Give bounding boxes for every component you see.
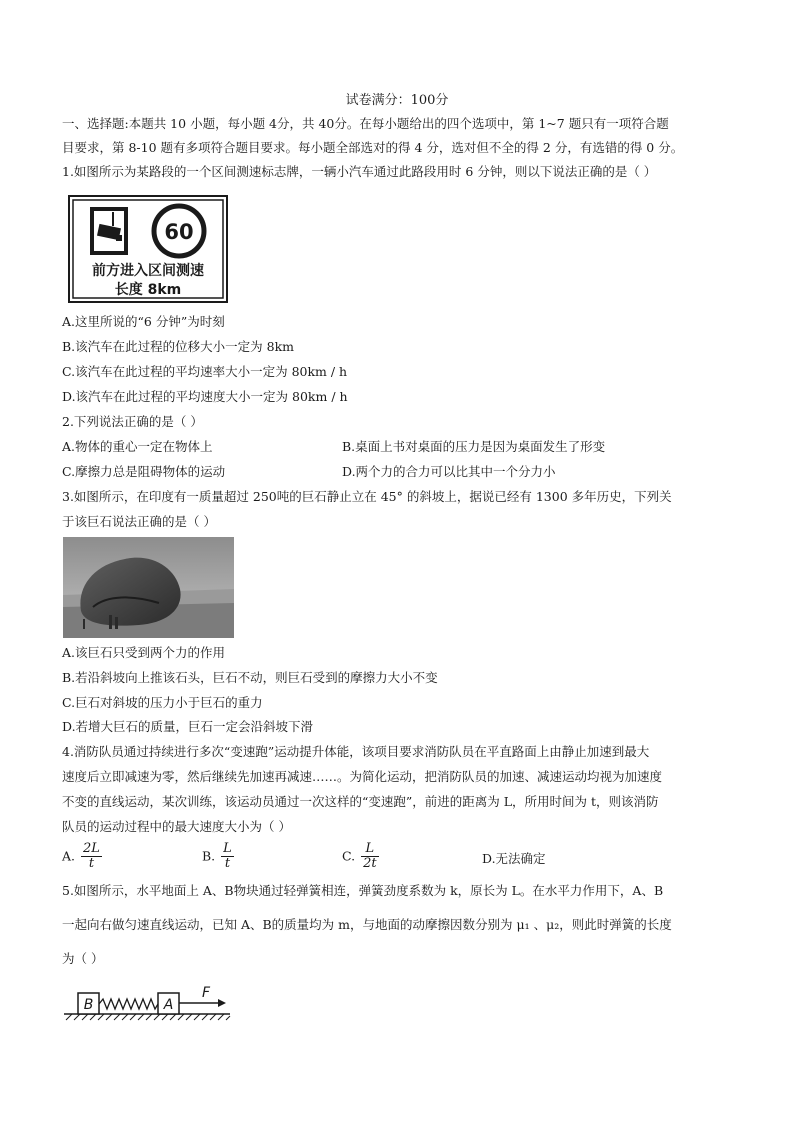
camera-icon [90,207,128,255]
q4-option-b-numerator: L [223,841,232,856]
sign-text-line-2: 长度 8km [114,282,182,298]
q3-stem-line-2: 于该巨石说法正确的是（ ） [62,514,216,529]
q4-option-c: C. $\frac{L}{2t}$ [342,841,377,872]
block-b [78,993,99,1014]
q4-option-b: B. $\frac{L}{t}$ [202,841,232,872]
q2-option-b: B.桌面上书对桌面的压力是因为桌面发生了形变 [342,439,606,454]
q3-stem-line-1: 3.如图所示，在印度有一质量超过 250吨的巨石静止立在 45° 的斜坡上，据说已经有 1300 多年历史，下列关 [62,489,672,504]
speed-limit-value: 60 [164,220,194,244]
q4-stem-line-2: 速度后立即减速为零，然后继续先加速再减速……。为简化运动，把消防队员的加速、减速运动均视为加速度 [62,769,663,784]
section-instructions-line-2: 目要求，第 8-10 题有多项符合题目要求。每小题全部选对的得 4 分，选对但不全的得 2 分，有选错的得 0 分。 [62,140,684,155]
block-a [158,993,179,1014]
sign-text-line-1: 前方进入区间测速 [92,263,204,279]
block-b-label: B [83,997,94,1013]
q4-stem-line-4: 队员的运动过程中的最大速度大小为（ ） [62,819,291,834]
q3-option-a: A.该巨石只受到两个力的作用 [62,645,226,660]
force-label: F [201,985,211,1001]
full-score: 试卷满分：100分 [345,93,449,108]
q4-option-b-denominator: t [224,856,231,872]
q1-option-b: B.该汽车在此过程的位移大小一定为 8km [62,339,295,354]
q2-options-row-1 [62,439,606,456]
q1-stem: 1.如图所示为某路段的一个区间测速标志牌，一辆小汽车通过此路段用时 6 分钟，则以下说法正确的是（ ） [62,164,657,179]
q5-stem-line-2: 一起向右做匀速直线运动，已知 A、B的质量均为 m，与地面的动摩擦因数分别为 μ₁ 、μ₂，则此时弹簧的长度 [62,917,672,932]
q2-option-a: A.物体的重心一定在物体上 [62,439,213,454]
q2-option-d: D.两个力的合力可以比其中一个分力小 [342,464,556,479]
q4-option-c-denominator: 2t [363,856,377,872]
q5-stem-line-3: 为（ ） [62,951,104,966]
q4-option-c-numerator: L [361,842,379,857]
q3-option-d: D.若增大巨石的质量，巨石一定会沿斜坡下滑 [62,719,314,734]
q2-options-row-2 [62,464,556,481]
q4-option-a: A. $\frac{2L}{t}$ [62,841,100,872]
section-instructions-line-1: 一、选择题:本题共 10 小题，每小题 4分，共 40分。在每小题给出的四个选项中，第 1~7 题只有一项符合题 [62,116,669,131]
q4-stem-line-3: 不变的直线运动，某次训练，该运动员通过一次这样的“变速跑”，前进的距离为 L，所用时间为 t，则该消防 [62,794,659,809]
spring [99,999,158,1009]
spring-blocks-diagram [62,982,232,1024]
q3-option-b: B.若沿斜坡向上推该石头，巨石不动，则巨石受到的摩擦力大小不变 [62,670,438,685]
block-a-label: A [163,997,174,1013]
speed-zone-sign [68,195,228,303]
q4-option-a-denominator: t [88,856,95,872]
q1-option-c: C.该汽车在此过程的平均速率大小一定为 80km / h [62,364,348,379]
q1-option-d: D.该汽车在此过程的平均速度大小一定为 80km / h [62,389,348,404]
q2-stem: 2.下列说法正确的是（ ） [62,414,203,429]
q3-option-c: C.巨石对斜坡的压力小于巨石的重力 [62,695,263,710]
q4-option-d: D.无法确定 [482,851,546,867]
force-arrow [179,985,226,1007]
boulder-photo [63,537,234,638]
q5-stem-line-1: 5.如图所示，水平地面上 A、B物块通过轻弹簧相连，弹簧劲度系数为 k，原长为 L。在水平力作用下，A、B [62,883,664,898]
q1-option-a: A.这里所说的“6 分钟”为时刻 [62,314,225,329]
q4-option-a-numerator: 2L [83,841,100,856]
ground-hatching [64,1014,230,1020]
q2-option-c: C.摩擦力总是阻碍物体的运动 [62,464,226,479]
speed-limit-icon [154,206,204,256]
q4-stem-line-1: 4.消防队员通过持续进行多次“变速跑”运动提升体能，该项目要求消防队员在平直路面上由静止加速到最大 [62,744,650,759]
